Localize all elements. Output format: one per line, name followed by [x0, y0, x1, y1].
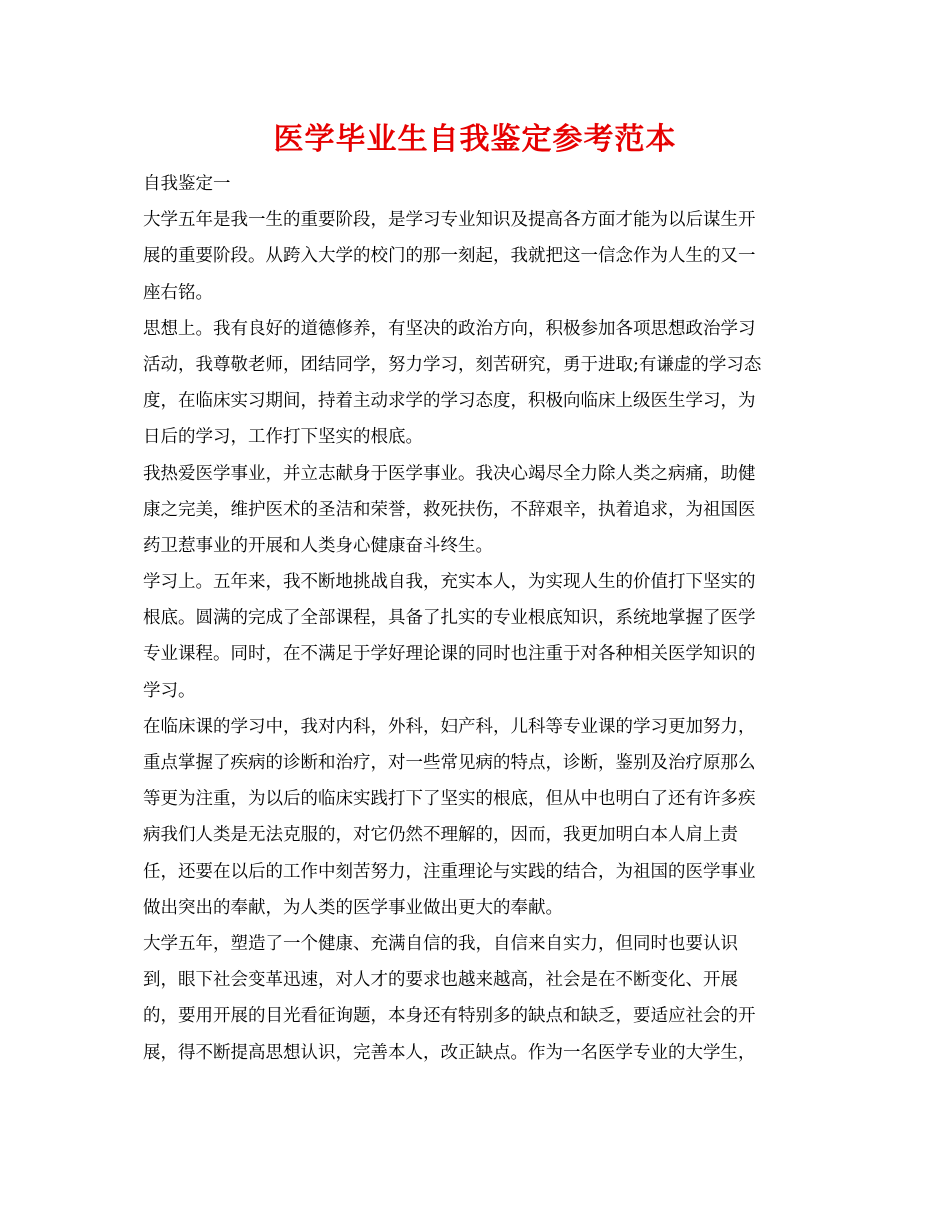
text-line: 我热爱医学事业，并立志献身于医学事业。我决心竭尽全力除人类之病痛，助健 [143, 463, 756, 484]
text-line: 大学五年，塑造了一个健康、充满自信的我，自信来自实力，但同时也要认识 [143, 933, 738, 954]
section-heading: 自我鉴定一 [143, 174, 231, 194]
text-line: 座右铭。 [143, 282, 213, 303]
document-title: 医学毕业生自我鉴定参考范本 [273, 122, 677, 157]
text-line: 等更为注重，为以后的临床实践打下了坚实的根底，但从中也明白了还有许多疾 [143, 789, 756, 810]
text-line: 在临床课的学习中，我对内科，外科，妇产科，儿科等专业课的学习更加努力， [143, 716, 756, 737]
text-line: 大学五年是我一生的重要阶段，是学习专业知识及提高各方面才能为以后谋生开 [143, 210, 756, 231]
text-line: 药卫惹事业的开展和人类身心健康奋斗终生。 [143, 535, 493, 556]
text-line: 思想上。我有良好的道德修养，有坚决的政治方向，积极参加各项思想政治学习 [143, 318, 756, 339]
text-line: 重点掌握了疾病的诊断和治疗，对一些常见病的特点，诊断，鉴别及治疗原那么 [143, 753, 756, 773]
text-line: 日后的学习，工作打下坚实的根底。 [143, 427, 423, 448]
text-line: 度，在临床实习期间，持着主动求学的学习态度，积极向临床上级医生学习，为 [143, 391, 756, 412]
text-line: 根底。圆满的完成了全部课程，具备了扎实的专业根底知识，系统地掌握了医学 [143, 608, 756, 629]
text-line: 展，得不断提高思想认识，完善本人，改正缺点。作为一名医学专业的大学生， [143, 1042, 756, 1063]
text-line: 学习。 [143, 680, 196, 701]
text-line: 到，眼下社会变革迅速，对人才的要求也越来越高，社会是在不断变化、开展 [143, 970, 738, 991]
text-line: 做出突出的奉献，为人类的医学事业做出更大的奉献。 [143, 897, 563, 918]
text-line: 病我们人类是无法克服的，对它仍然不理解的，因而，我更加明白本人肩上责 [143, 825, 738, 846]
document-body [143, 166, 808, 1071]
text-line: 活动，我尊敬老师，团结同学，努力学习，刻苦研究，勇于进取;有谦虚的学习态 [143, 354, 762, 375]
text-line: 专业课程。同时，在不满足于学好理论课的同时也注重于对各种相关医学知识的 [143, 644, 756, 665]
text-line: 学习上。五年来，我不断地挑战自我，充实本人，为实现人生的价值打下坚实的 [143, 572, 756, 593]
text-line: 任，还要在以后的工作中刻苦努力，注重理论与实践的结合，为祖国的医学事业 [143, 861, 756, 882]
text-line: 的，要用开展的目光看征询题，本身还有特别多的缺点和缺乏，要适应社会的开 [143, 1006, 756, 1027]
text-line: 展的重要阶段。从跨入大学的校门的那一刻起，我就把这一信念作为人生的又一 [143, 246, 756, 267]
text-line: 康之完美，维护医术的圣洁和荣誉，救死扶伤，不辞艰辛，执着追求，为祖国医 [143, 499, 756, 520]
